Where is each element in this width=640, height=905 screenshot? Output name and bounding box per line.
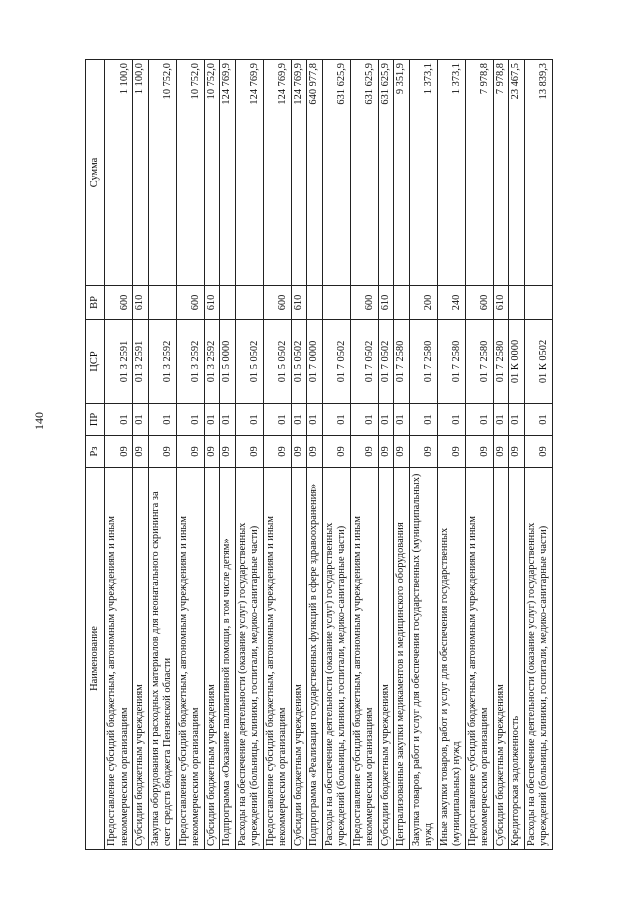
cell-sum: 1 373,1 xyxy=(409,60,437,286)
cell-pr: 01 xyxy=(220,404,235,436)
cell-pr: 01 xyxy=(394,404,409,436)
cell-name: Предоставление субсидий бюджетным, автономным учреждениям и иным некоммерческим организациям xyxy=(350,468,378,850)
cell-sum: 631 625,9 xyxy=(378,60,393,286)
cell-pr: 01 xyxy=(176,404,204,436)
cell-sum: 13 839,3 xyxy=(524,60,552,286)
cell-csr: 01 5 0502 xyxy=(291,320,306,404)
table-body xyxy=(105,60,552,850)
rotated-table-container xyxy=(85,60,565,850)
cell-pr: 01 xyxy=(105,404,133,436)
header-vr: ВР xyxy=(86,286,105,320)
cell-vr: 610 xyxy=(133,286,148,320)
cell-csr: 01 5 0502 xyxy=(263,320,291,404)
cell-name: Субсидии бюджетным учреждениям xyxy=(493,468,508,850)
cell-rz: 09 xyxy=(524,436,552,468)
cell-name: Подпрограмма «Реализация государственных функций в сфере здравоохранения» xyxy=(307,468,322,850)
cell-rz: 09 xyxy=(235,436,263,468)
cell-vr: 240 xyxy=(437,286,465,320)
cell-sum: 640 977,8 xyxy=(307,60,322,286)
cell-pr: 01 xyxy=(291,404,306,436)
cell-name: Субсидии бюджетным учреждениям xyxy=(133,468,148,850)
cell-csr: 01 7 2580 xyxy=(394,320,409,404)
cell-sum: 124 769,9 xyxy=(263,60,291,286)
table-row xyxy=(263,60,291,850)
cell-rz: 09 xyxy=(509,436,524,468)
cell-pr: 01 xyxy=(148,404,176,436)
cell-rz: 09 xyxy=(350,436,378,468)
cell-pr: 01 xyxy=(322,404,350,436)
cell-vr xyxy=(509,286,524,320)
cell-sum: 124 769,9 xyxy=(291,60,306,286)
cell-sum: 1 100,0 xyxy=(105,60,133,286)
cell-vr xyxy=(235,286,263,320)
cell-sum: 23 467,5 xyxy=(509,60,524,286)
cell-sum: 9 351,9 xyxy=(394,60,409,286)
header-rz: Рз xyxy=(86,436,105,468)
cell-pr: 01 xyxy=(263,404,291,436)
table-row xyxy=(350,60,378,850)
header-sum: Сумма xyxy=(86,60,105,286)
cell-pr: 01 xyxy=(509,404,524,436)
cell-pr: 01 xyxy=(378,404,393,436)
cell-name: Централизованные закупки медикаментов и медицинского оборудования xyxy=(394,468,409,850)
header-name: Наименование xyxy=(86,468,105,850)
table-row xyxy=(322,60,350,850)
cell-csr: 01 3 2591 xyxy=(105,320,133,404)
cell-rz: 09 xyxy=(465,436,493,468)
cell-rz: 09 xyxy=(133,436,148,468)
cell-pr: 01 xyxy=(235,404,263,436)
cell-pr: 01 xyxy=(409,404,437,436)
cell-csr: 01 3 2591 xyxy=(133,320,148,404)
cell-vr: 600 xyxy=(465,286,493,320)
cell-pr: 01 xyxy=(133,404,148,436)
cell-csr: 01 7 0502 xyxy=(350,320,378,404)
cell-name: Предоставление субсидий бюджетным, автономным учреждениям и иным некоммерческим организациям xyxy=(465,468,493,850)
cell-csr: 01 К 0502 xyxy=(524,320,552,404)
cell-name: Предоставление субсидий бюджетным, автономным учреждениям и иным некоммерческим организациям xyxy=(263,468,291,850)
cell-rz: 09 xyxy=(378,436,393,468)
cell-rz: 09 xyxy=(409,436,437,468)
cell-sum: 1 373,1 xyxy=(437,60,465,286)
cell-name: Расходы на обеспечение деятельности (оказание услуг) государственных учреждений (больницы, клиники, госпитали, медико-санитарные части) xyxy=(524,468,552,850)
table-row xyxy=(220,60,235,850)
cell-sum: 10 752,0 xyxy=(148,60,176,286)
cell-csr: 01 3 2592 xyxy=(204,320,219,404)
cell-name: Субсидии бюджетным учреждениям xyxy=(378,468,393,850)
cell-vr: 200 xyxy=(409,286,437,320)
table-row xyxy=(148,60,176,850)
table-header-row xyxy=(86,60,105,850)
cell-vr: 610 xyxy=(291,286,306,320)
cell-csr: 01 7 0502 xyxy=(378,320,393,404)
cell-sum: 631 625,9 xyxy=(322,60,350,286)
cell-vr xyxy=(220,286,235,320)
cell-name: Подпрограмма «Оказание паллиативной помощи, в том числе детям» xyxy=(220,468,235,850)
cell-vr xyxy=(524,286,552,320)
cell-name: Субсидии бюджетным учреждениям xyxy=(204,468,219,850)
table-row xyxy=(493,60,508,850)
cell-vr: 610 xyxy=(378,286,393,320)
cell-vr: 610 xyxy=(493,286,508,320)
cell-csr: 01 7 2580 xyxy=(409,320,437,404)
table-row xyxy=(204,60,219,850)
cell-csr: 01 5 0502 xyxy=(235,320,263,404)
cell-vr: 610 xyxy=(204,286,219,320)
cell-vr xyxy=(322,286,350,320)
cell-rz: 09 xyxy=(263,436,291,468)
cell-rz: 09 xyxy=(437,436,465,468)
cell-rz: 09 xyxy=(176,436,204,468)
cell-vr: 600 xyxy=(350,286,378,320)
cell-name: Закупка оборудования и расходных материалов для неонатального скрининга за счет средств бюджета Пензенской области xyxy=(148,468,176,850)
table-row xyxy=(307,60,322,850)
cell-csr: 01 7 0502 xyxy=(322,320,350,404)
table-row xyxy=(465,60,493,850)
cell-name: Субсидии бюджетным учреждениям xyxy=(291,468,306,850)
cell-rz: 09 xyxy=(307,436,322,468)
header-csr: ЦСР xyxy=(86,320,105,404)
cell-rz: 09 xyxy=(148,436,176,468)
cell-rz: 09 xyxy=(394,436,409,468)
cell-sum: 10 752,0 xyxy=(204,60,219,286)
cell-pr: 01 xyxy=(524,404,552,436)
cell-vr xyxy=(394,286,409,320)
table-row xyxy=(524,60,552,850)
cell-name: Предоставление субсидий бюджетным, автономным учреждениям и иным некоммерческим организациям xyxy=(105,468,133,850)
cell-csr: 01 3 2592 xyxy=(148,320,176,404)
cell-vr: 600 xyxy=(105,286,133,320)
cell-sum: 7 978,8 xyxy=(465,60,493,286)
cell-pr: 01 xyxy=(437,404,465,436)
cell-pr: 01 xyxy=(350,404,378,436)
cell-pr: 01 xyxy=(493,404,508,436)
cell-name: Кредиторская задолженность xyxy=(509,468,524,850)
cell-sum: 631 625,9 xyxy=(350,60,378,286)
cell-csr: 01 5 0000 xyxy=(220,320,235,404)
cell-vr: 600 xyxy=(176,286,204,320)
cell-sum: 7 978,8 xyxy=(493,60,508,286)
cell-sum: 124 769,9 xyxy=(220,60,235,286)
cell-name: Иные закупки товаров, работ и услуг для обеспечения государственных (муниципальных) нужд xyxy=(437,468,465,850)
table-row xyxy=(409,60,437,850)
table-row xyxy=(394,60,409,850)
cell-vr: 600 xyxy=(263,286,291,320)
cell-rz: 09 xyxy=(105,436,133,468)
cell-rz: 09 xyxy=(291,436,306,468)
cell-sum: 10 752,0 xyxy=(176,60,204,286)
table-row xyxy=(291,60,306,850)
cell-rz: 09 xyxy=(220,436,235,468)
cell-vr xyxy=(307,286,322,320)
cell-csr: 01 7 0000 xyxy=(307,320,322,404)
cell-sum: 1 100,0 xyxy=(133,60,148,286)
cell-rz: 09 xyxy=(322,436,350,468)
cell-pr: 01 xyxy=(204,404,219,436)
cell-name: Расходы на обеспечение деятельности (оказание услуг) государственных учреждений (больницы, клиники, госпитали, медико-санитарные части) xyxy=(235,468,263,850)
cell-csr: 01 3 2592 xyxy=(176,320,204,404)
cell-csr: 01 7 2580 xyxy=(493,320,508,404)
cell-name: Предоставление субсидий бюджетным, автономным учреждениям и иным некоммерческим организациям xyxy=(176,468,204,850)
table-row xyxy=(378,60,393,850)
cell-csr: 01 7 2580 xyxy=(465,320,493,404)
cell-rz: 09 xyxy=(493,436,508,468)
cell-csr: 01 К 0000 xyxy=(509,320,524,404)
table-row xyxy=(509,60,524,850)
cell-csr: 01 7 2580 xyxy=(437,320,465,404)
cell-name: Расходы на обеспечение деятельности (оказание услуг) государственных учреждений (больницы, клиники, госпитали, медико-санитарные части) xyxy=(322,468,350,850)
cell-sum: 124 769,9 xyxy=(235,60,263,286)
table-row xyxy=(105,60,133,850)
header-pr: ПР xyxy=(86,404,105,436)
cell-name: Закупка товаров, работ и услуг для обеспечения государственных (муниципальных) нужд xyxy=(409,468,437,850)
cell-rz: 09 xyxy=(204,436,219,468)
cell-pr: 01 xyxy=(465,404,493,436)
cell-pr: 01 xyxy=(307,404,322,436)
page-number: 140 xyxy=(32,412,46,430)
table-row xyxy=(235,60,263,850)
table-row xyxy=(437,60,465,850)
table-row xyxy=(133,60,148,850)
cell-vr xyxy=(148,286,176,320)
table-row xyxy=(176,60,204,850)
budget-table xyxy=(85,59,553,850)
